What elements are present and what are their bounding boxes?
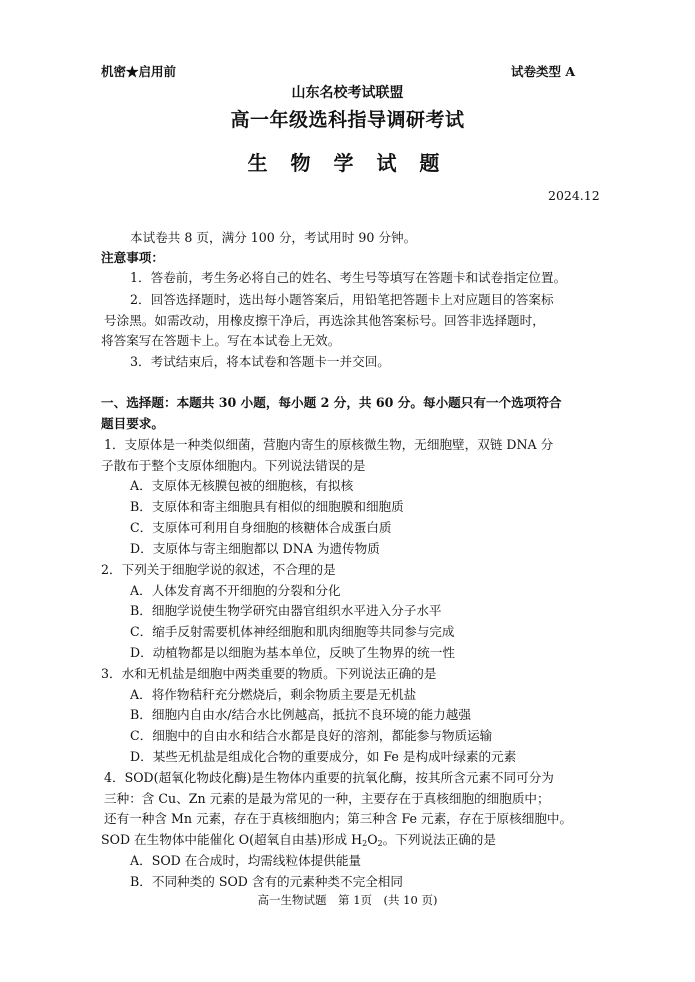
note-2-line-1: 2．回答选择题时，选出每小题答案后，用铅笔把答题卡上对应题目的答案标 xyxy=(130,292,554,307)
q3-option-d: D．某些无机盐是组成化合物的重要成分，如 Fe 是构成叶绿素的元素 xyxy=(130,749,517,764)
exam-date: 2024.12 xyxy=(548,188,600,203)
q3-option-a: A．将作物秸秆充分燃烧后，剩余物质主要是无机盐 xyxy=(130,687,417,702)
q4-stem-line-3: 还有一种含 Mn 元素，存在于真核细胞内；第三种含 Fe 元素，存在于原核细胞中。 xyxy=(104,811,573,826)
q1-option-c: C．支原体可利用自身细胞的核糖体合成蛋白质 xyxy=(130,520,392,535)
q1-option-d: D．支原体与寄主细胞都以 DNA 为遗传物质 xyxy=(130,541,380,556)
notes-heading: 注意事项： xyxy=(101,250,164,265)
q4-option-a: A．SOD 在合成时，均需线粒体提供能量 xyxy=(130,853,362,868)
q4-option-b: B．不同种类的 SOD 含有的元素种类不完全相同 xyxy=(130,874,403,889)
paper-type-label: 试卷类型 A xyxy=(511,64,576,79)
q4-stem-line-4-mid: O xyxy=(367,832,378,847)
note-2-line-3: 将答案写在答题卡上。写在本试卷上无效。 xyxy=(101,333,341,348)
q4-stem-line-4 xyxy=(101,832,496,852)
q3-option-b: B．细胞内自由水/结合水比例越高，抵抗不良环境的能力越强 xyxy=(130,707,471,722)
subject-title: 生 物 学 试 题 xyxy=(247,151,448,175)
organization-title: 山东名校考试联盟 xyxy=(291,85,404,101)
section-heading-line-2: 题目要求。 xyxy=(101,416,164,431)
q2-option-c: C．缩手反射需要机体神经细胞和肌肉细胞等共同参与完成 xyxy=(130,624,455,639)
q1-option-a: A．支原体无核膜包被的细胞核，有拟核 xyxy=(130,478,354,493)
q3-stem: 3．水和无机盐是细胞中两类重要的物质。下列说法正确的是 xyxy=(101,666,437,681)
q2-option-a: A．人体发育离不开细胞的分裂和分化 xyxy=(130,583,341,598)
confidential-label: 机密★启用前 xyxy=(101,64,177,79)
exam-title: 高一年级选科指导调研考试 xyxy=(230,109,465,131)
page-footer: 高一生物试题 第 1页 (共 10 页) xyxy=(257,893,438,907)
q2-stem: 2．下列关于细胞学说的叙述，不合理的是 xyxy=(101,562,336,577)
q4-subscript-1: 2 xyxy=(362,839,368,848)
q1-stem-line-2: 子散布于整个支原体细胞内。下列说法错误的是 xyxy=(101,458,366,473)
note-1: 1．答卷前，考生务必将自己的姓名、考生号等填写在答题卡和试卷指定位置。 xyxy=(130,270,567,285)
note-3: 3．考试结束后，将本试卷和答题卡一并交回。 xyxy=(130,354,390,369)
q1-stem-line-1: 1．支原体是一种类似细菌，营胞内寄生的原核微生物，无细胞壁，双链 DNA 分 xyxy=(104,437,554,452)
q1-option-b: B．支原体和寄主细胞具有相似的细胞膜和细胞质 xyxy=(130,499,404,514)
intro-summary: 本试卷共 8 页，满分 100 分，考试用时 90 分钟。 xyxy=(130,230,417,245)
q3-option-c: C．细胞中的自由水和结合水都是良好的溶剂，都能参与物质运输 xyxy=(130,728,493,743)
q4-stem-line-4-pre: SOD 在生物体中能催化 O(超氧自由基)形成 H xyxy=(101,832,363,847)
q4-subscript-2: 2 xyxy=(377,839,383,848)
q2-option-d: D．动植物都是以细胞为基本单位，反映了生物界的统一性 xyxy=(130,645,455,660)
q2-option-b: B．细胞学说使生物学研究由器官组织水平进入分子水平 xyxy=(130,603,442,618)
q4-stem-line-4-post: 。下列说法正确的是 xyxy=(382,832,496,847)
q4-stem-line-2: 三种：含 Cu、Zn 元素的是最为常见的一种，主要存在于真核细胞的细胞质中； xyxy=(104,791,550,806)
note-2-line-2: 号涂黑。如需改动，用橡皮擦干净后，再选涂其他答案标号。回答非选择题时， xyxy=(104,313,545,328)
section-heading-line-1: 一、选择题：本题共 30 小题，每小题 2 分，共 60 分。每小题只有一个选项符合 xyxy=(101,395,562,410)
q4-stem-line-1: 4．SOD(超氧化物歧化酶)是生物体内重要的抗氧化酶，按其所含元素不同可分为 xyxy=(104,770,554,785)
